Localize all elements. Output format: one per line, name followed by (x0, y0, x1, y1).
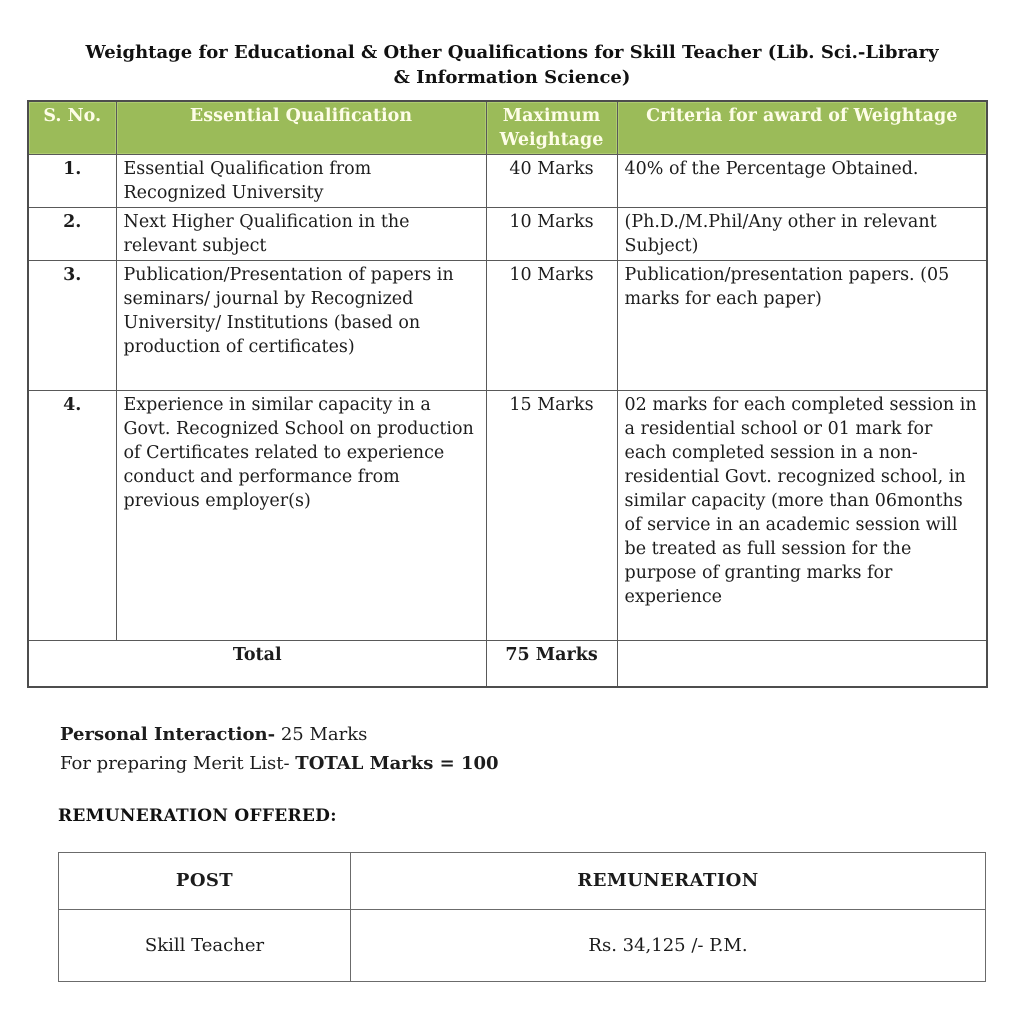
page-title (0, 0, 1024, 90)
page-title-line1: Weightage for Educational & Other Qualifications for Skill Teacher (Lib. Sci.-Library (85, 42, 939, 63)
header-cell-sno: S. No. (28, 101, 116, 155)
total-row (28, 641, 987, 687)
personal-interaction-line (60, 720, 1024, 749)
cell-criteria: (Ph.D./M.Phil/Any other in relevant Subject) (617, 208, 987, 261)
header-cell-post: POST (59, 852, 351, 909)
header-cell-criteria: Criteria for award of Weightage (617, 101, 987, 155)
total-value-cell: 75 Marks (486, 641, 617, 687)
cell-max-weightage: 10 Marks (486, 208, 617, 261)
cell-qualification: Publication/Presentation of papers in seminars/ journal by Recognized University/ Institutions (based on production of certificates) (116, 261, 486, 391)
page-title-line2: & Information Science) (393, 67, 631, 88)
cell-qualification: Experience in similar capacity in a Govt. Recognized School on production of Certificates related to experience conduct and performance from previous employer(s) (116, 391, 486, 641)
cell-max-weightage: 15 Marks (486, 391, 617, 641)
cell-criteria: 40% of the Percentage Obtained. (617, 155, 987, 208)
cell-sno: 2. (28, 208, 116, 261)
table-row (28, 391, 987, 641)
cell-amount: Rs. 34,125 /- P.M. (351, 909, 986, 981)
cell-sno: 4. (28, 391, 116, 641)
cell-qualification: Essential Qualification from Recognized University (116, 155, 486, 208)
cell-sno: 3. (28, 261, 116, 391)
total-label-cell: Total (28, 641, 486, 687)
cell-criteria: Publication/presentation papers. (05 marks for each paper) (617, 261, 987, 391)
header-cell-qualification: Essential Qualification (116, 101, 486, 155)
personal-interaction-label: Personal Interaction- (60, 723, 276, 745)
cell-max-weightage: 40 Marks (486, 155, 617, 208)
merit-list-label: For preparing Merit List- (60, 752, 290, 774)
cell-max-weightage: 10 Marks (486, 261, 617, 391)
weightage-table (27, 100, 988, 688)
total-empty-cell (617, 641, 987, 687)
header-cell-remuneration: REMUNERATION (351, 852, 986, 909)
notes-block (60, 720, 1024, 778)
cell-qualification: Next Higher Qualification in the relevant subject (116, 208, 486, 261)
table-row (28, 208, 987, 261)
merit-list-line (60, 749, 1024, 778)
table-row (28, 155, 987, 208)
personal-interaction-value: 25 Marks (280, 723, 368, 745)
remuneration-table (58, 852, 986, 982)
cell-criteria: 02 marks for each completed session in a residential school or 01 mark for each completed session in a non-residential Govt. recognized school, in similar capacity (more than 06months of service in an academic session will be treated as full session for the purpose of granting marks for experience (617, 391, 987, 641)
cell-sno: 1. (28, 155, 116, 208)
merit-list-value: TOTAL Marks = 100 (295, 752, 499, 774)
remuneration-header-row (59, 852, 986, 909)
remuneration-heading: REMUNERATION OFFERED: (58, 805, 337, 826)
table-row (28, 261, 987, 391)
header-cell-max-weightage: Maximum Weightage (486, 101, 617, 155)
cell-post: Skill Teacher (59, 909, 351, 981)
weightage-header-row (28, 101, 987, 155)
table-row (59, 909, 986, 981)
